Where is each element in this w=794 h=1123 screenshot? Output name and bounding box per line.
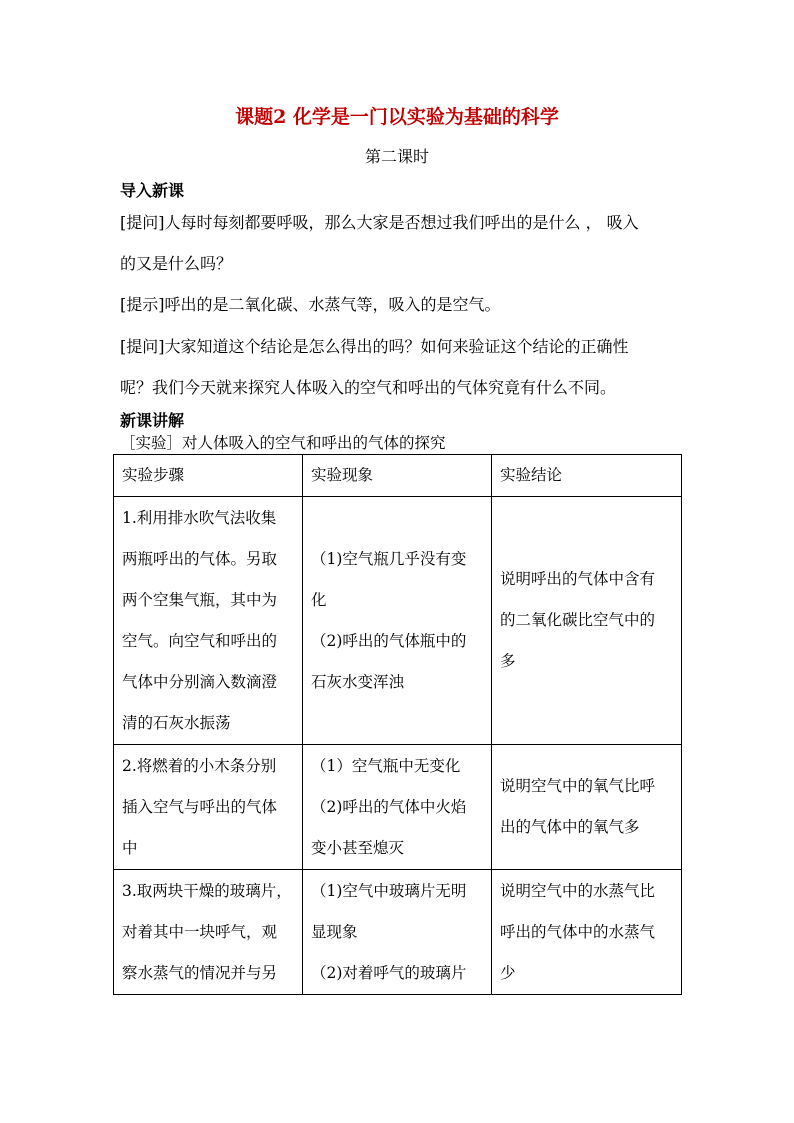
cell-line: 变小甚至熄灭: [311, 838, 405, 857]
cell-line: 呼出的气体中的水蒸气: [500, 922, 656, 941]
header-steps: 实验步骤: [114, 455, 303, 497]
intro-question-1-line-2: 的又是什么吗？: [120, 254, 233, 273]
table-row: [114, 497, 682, 745]
cell-line: 清的石灰水振荡: [122, 713, 231, 732]
intro-hint: [提示]呼出的是二氧化碳、水蒸气等，吸入的是空气。: [120, 295, 501, 314]
cell-line: 对着其中一块呼气，观: [122, 922, 278, 941]
cell-line: 气体中分别滴入数滴澄: [122, 672, 278, 691]
cell-line: 察水蒸气的情况并与另: [122, 963, 278, 982]
row-3-phenomenon: [303, 870, 492, 995]
intro-heading: 导入新课: [120, 181, 185, 200]
cell-line: 中: [122, 838, 138, 857]
header-phenomenon: 实验现象: [303, 455, 492, 497]
intro-question-2-line-1: [提问]大家知道这个结论是怎么得出的吗？如何来验证这个结论的正确性: [120, 337, 629, 356]
cell-line: （1）空气瓶中无变化: [311, 756, 461, 775]
row-2-step: [114, 745, 303, 870]
row-2-phenomenon: [303, 745, 492, 870]
cell-line: 2.将燃着的小木条分别: [122, 756, 277, 775]
experiment-caption: ［实验］对人体吸入的空气和呼出的气体的探究: [120, 434, 446, 452]
cell-line: 插入空气与呼出的气体: [122, 797, 278, 816]
cell-line: （1)空气瓶几乎没有变: [311, 549, 467, 568]
intro-question-1-line-1: [提问]人每时每刻都要呼吸，那么大家是否想过我们呼出的是什么 ， 吸入: [120, 213, 639, 232]
cell-line: 1.利用排水吹气法收集: [122, 508, 277, 527]
intro-question-2-line-2: 呢？我们今天就来探究人体吸入的空气和呼出的气体究竟有什么不同。: [120, 378, 617, 397]
table-row: [114, 870, 682, 995]
table-row: [114, 745, 682, 870]
lesson-subtitle: 第二课时: [364, 147, 429, 166]
row-3-conclusion: [492, 870, 682, 995]
cell-line: 显现象: [311, 922, 358, 941]
header-conclusion: 实验结论: [492, 455, 682, 497]
row-2-conclusion: [492, 745, 682, 870]
row-1-step: [114, 497, 303, 745]
cell-line: 3.取两块干燥的玻璃片，: [122, 881, 292, 900]
row-1-phenomenon: [303, 497, 492, 745]
cell-line: 多: [500, 652, 516, 670]
row-3-step: [114, 870, 303, 995]
row-1-conclusion: [492, 497, 682, 745]
cell-line: （2)对着呼气的玻璃片: [311, 963, 467, 982]
page-title: 课题2 化学是一门以实验为基础的科学: [235, 106, 559, 128]
lecture-heading: 新课讲解: [120, 411, 185, 430]
cell-line: 说明空气中的氧气比呼: [500, 777, 656, 795]
cell-line: 说明空气中的水蒸气比: [500, 881, 656, 900]
experiment-table: [113, 454, 682, 995]
cell-line: （1)空气中玻璃片无明: [311, 881, 467, 900]
cell-line: 石灰水变浑浊: [311, 672, 405, 691]
cell-line: 空气。向空气和呼出的: [122, 631, 278, 650]
cell-line: 少: [500, 963, 516, 982]
cell-line: （2)呼出的气体中火焰: [311, 797, 467, 816]
cell-line: 出的气体中的氧气多: [500, 818, 640, 836]
cell-line: 化: [311, 590, 327, 609]
cell-line: 说明呼出的气体中含有: [500, 570, 656, 588]
cell-line: 的二氧化碳比空气中的: [500, 611, 656, 629]
cell-line: 两个空集气瓶，其中为: [122, 590, 278, 609]
cell-line: （2)呼出的气体瓶中的: [311, 631, 467, 650]
table-header-row: [114, 455, 682, 497]
cell-line: 两瓶呼出的气体。另取: [122, 549, 278, 568]
